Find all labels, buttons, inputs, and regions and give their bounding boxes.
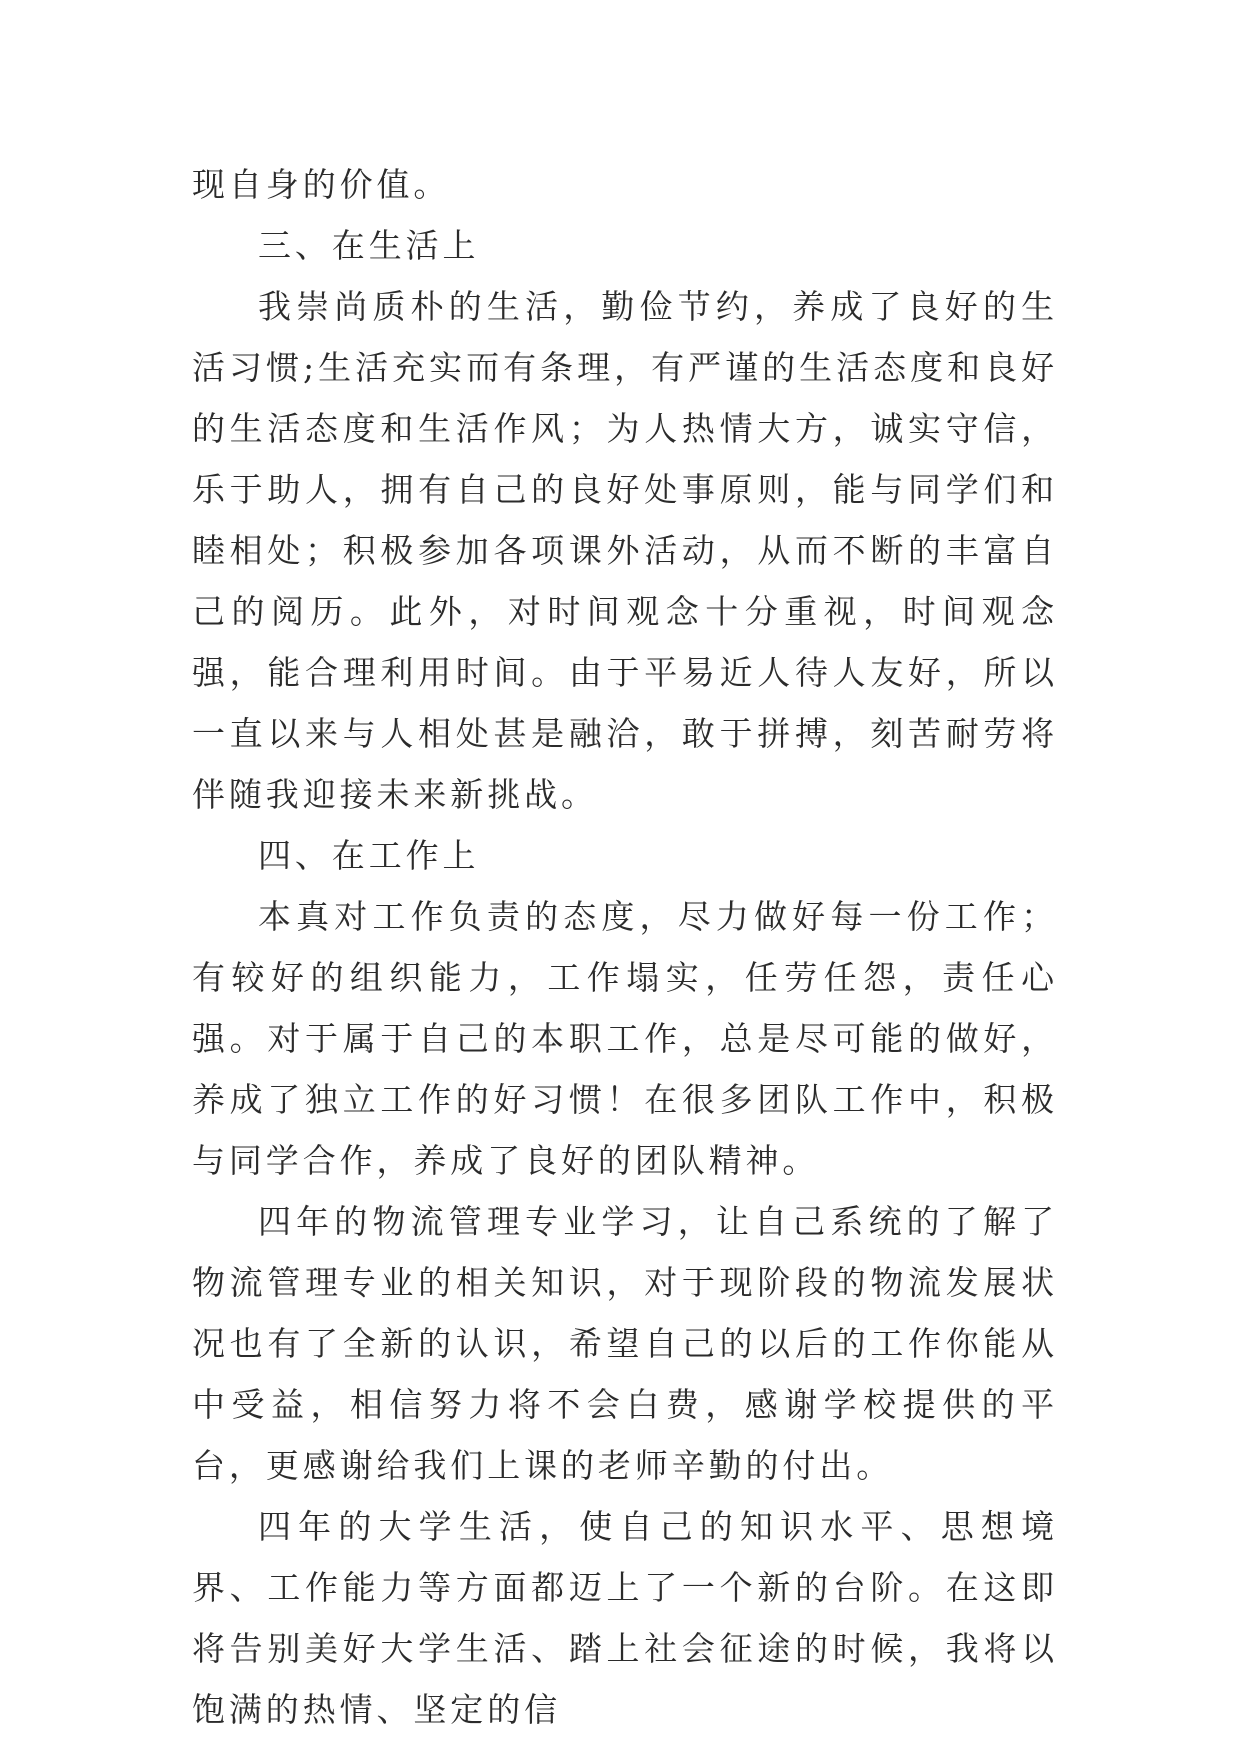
paragraph-work: 本真对工作负责的态度，尽力做好每一份工作；有较好的组织能力，工作塌实，任劳任怨，责任心强。对于属于自己的本职工作，总是尽可能的做好，养成了独立工作的好习惯！在很多团队工作中，积极与同学合作，养成了良好的团队精神。	[192, 897, 1058, 1180]
paragraph-continuation: 现自身的价值。	[192, 165, 451, 204]
paragraph-logistics: 四年的物流管理专业学习，让自己系统的了解了物流管理专业的相关知识，对于现阶段的物流发展状况也有了全新的认识，希望自己的以后的工作你能从中受益，相信努力将不会白费，感谢学校提供的平台，更感谢给我们上课的老师辛勤的付出。	[192, 1202, 1058, 1485]
section-heading-life: 三、在生活上	[258, 226, 480, 265]
section-heading-work: 四、在工作上	[258, 836, 480, 875]
document-body	[192, 154, 1058, 1740]
paragraph-closing: 四年的大学生活，使自己的知识水平、思想境界、工作能力等方面都迈上了一个新的台阶。在这即将告别美好大学生活、踏上社会征途的时候，我将以饱满的热情、坚定的信	[192, 1507, 1058, 1729]
paragraph-life: 我崇尚质朴的生活，勤俭节约，养成了良好的生活习惯;生活充实而有条理，有严谨的生活态度和良好的生活态度和生活作风；为人热情大方，诚实守信，乐于助人，拥有自己的良好处事原则，能与同学们和睦相处；积极参加各项课外活动，从而不断的丰富自己的阅历。此外，对时间观念十分重视，时间观念强，能合理利用时间。由于平易近人待人友好，所以一直以来与人相处甚是融洽，敢于拼搏，刻苦耐劳将伴随我迎接未来新挑战。	[192, 287, 1058, 814]
